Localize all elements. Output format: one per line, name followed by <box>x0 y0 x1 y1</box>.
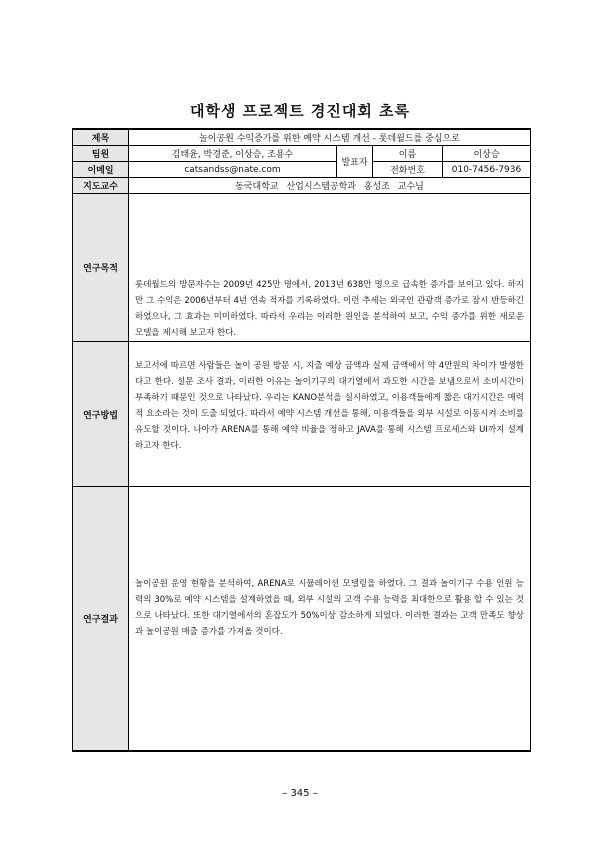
result-row <box>73 487 531 751</box>
name-label: 이름 <box>373 146 443 162</box>
phone-label: 전화번호 <box>373 162 443 178</box>
subject-label: 제목 <box>73 129 129 146</box>
advisor-row <box>73 178 531 194</box>
presenter-label: 발표자 <box>337 146 373 178</box>
purpose-row <box>73 194 531 342</box>
email-row <box>73 162 531 178</box>
team-label: 팀원 <box>73 146 129 162</box>
page-number: – 345 – <box>282 788 318 799</box>
purpose-text: 롯데월드의 방문자수는 2009년 425만 명에서, 2013년 638만 명으로 급속한 증가를 보이고 있다. 하지만 그 수익은 2006년부터 4년 연속 적자를 기록하였다. 이런 추세는 외국인 관광객 증가로 잠시 반등하긴 하였으나, 그 효과는 미미하였다. 따라서 우리는 이러한 원인을 분석하여 보고, 수익 증가를 위한 새로운 모델을 제시해 보고자 한다. <box>129 194 531 342</box>
advisor-label: 지도교수 <box>73 178 129 194</box>
team-row <box>73 146 531 162</box>
email-label: 이메일 <box>73 162 129 178</box>
purpose-label: 연구목적 <box>73 194 129 342</box>
presenter-name-value: 이상승 <box>443 146 531 162</box>
advisor-value: 동국대학교 산업시스템공학과 홍성조 교수님 <box>129 178 531 194</box>
result-text: 놀이공원 운영 현황을 분석하여, ARENA로 시뮬레이션 모델링을 하였다. 그 결과 놀이기구 수용 인원 능력의 30%로 예약 시스템을 설계하였을 때, 외부 시설의 고객 수용 능력을 최대한으로 활용 할 수 있는 것으로 나타났다. 또한 대기열에서의 혼잡도가 50%이상 감소하게 되었다. 이러한 결과는 고객 만족도 향상과 놀이공원 매출 증가를 가져올 것이다. <box>129 487 531 751</box>
email-value: catsandss@nate.com <box>129 162 337 178</box>
result-label: 연구결과 <box>73 487 129 751</box>
team-value: 김태윤, 박경준, 이상승, 조용수 <box>129 146 337 162</box>
method-text: 보고서에 따르면 사람들은 놀이 공원 방문 시, 지출 예상 금액과 실제 금액에서 약 4만원의 차이가 발생한다고 한다. 설문 조사 결과, 이러한 이유는 놀이기구의 대기열에서 과도한 시간을 보냄으로서 소비시간이 부족하기 때문인 것으로 나타났다. 우리는 KANO분석을 실시하였고, 이용객들에게 짧은 대기시간은 매력적 요소라는 것이 도출 되었다. 따라서 예약 시스템 개선을 통해, 이용객들을 외부 시설로 이동시켜 소비를 유도할 것이다. 나아가 ARENA를 통해 예약 비율을 정하고 JAVA를 통해 시스템 프로세스와 UI까지 설계 하고자 한다. <box>129 342 531 487</box>
subject-row <box>73 129 531 146</box>
presenter-phone-value: 010-7456-7936 <box>443 162 531 178</box>
subject-value: 놀이공원 수익증가를 위한 예약 시스템 개선 - 롯데월드를 중심으로 <box>129 129 531 146</box>
method-row <box>73 342 531 487</box>
abstract-form-table <box>72 128 531 752</box>
document-title: 대학생 프로젝트 경진대회 초록 <box>189 102 411 120</box>
method-label: 연구방법 <box>73 342 129 487</box>
